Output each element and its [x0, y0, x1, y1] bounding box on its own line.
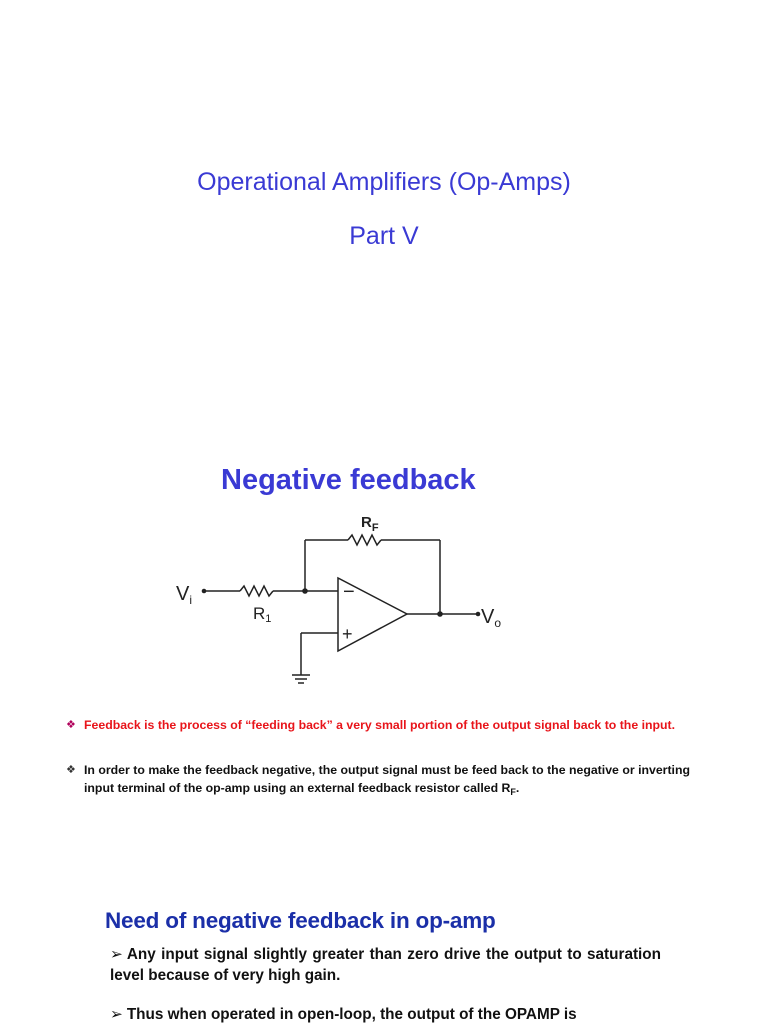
arrow-bullet-icon: ➢	[110, 946, 123, 963]
bullet-text: In order to make the feedback negative, the output signal must be feed back to the negative or inverting input terminal of the op-amp using an external feedback resistor called $R_F$.	[84, 763, 690, 797]
vo-terminal-dot	[476, 612, 481, 617]
bullet-negative-feedback	[66, 761, 690, 801]
need-negative-feedback-heading: Need of negative feedback in op-amp	[105, 908, 496, 933]
point-text: Any input signal slightly greater than zero drive the output to saturation level because of very high gain.	[110, 946, 661, 984]
vi-terminal-dot	[202, 589, 207, 594]
bullet-feedback-definition	[66, 716, 690, 734]
point-open-loop	[110, 1004, 661, 1025]
point-text: Thus when operated in open-loop, the output of the OPAMP is	[126, 1006, 577, 1023]
negative-feedback-heading: Negative feedback	[221, 464, 476, 496]
diamond-bullet-icon: ❖	[66, 764, 76, 776]
diamond-bullet-icon: ❖	[66, 719, 76, 731]
bullet-text: Feedback is the process of “feeding back” a very small portion of the output signal back to the input.	[84, 718, 676, 732]
document-title: Operational Amplifiers (Op-Amps)	[197, 168, 571, 196]
rf-subscript: F	[510, 787, 516, 797]
resistor-r1	[240, 586, 273, 596]
vi-label: $V_i$	[176, 583, 193, 607]
minus-sign: −	[343, 581, 355, 603]
r1-label: R1	[253, 604, 272, 625]
rf-label: $R_F$	[361, 514, 379, 534]
output-node-dot	[437, 611, 443, 617]
vo-label: $V_o$	[481, 606, 502, 630]
feedback-node-dot	[302, 588, 308, 594]
point-saturation	[110, 944, 661, 986]
resistor-rf	[348, 535, 381, 545]
part-label: Part V	[349, 222, 419, 250]
plus-sign: +	[342, 624, 353, 644]
inverting-amplifier-circuit-diagram	[160, 505, 530, 695]
arrow-bullet-icon: ➢	[110, 1006, 123, 1023]
